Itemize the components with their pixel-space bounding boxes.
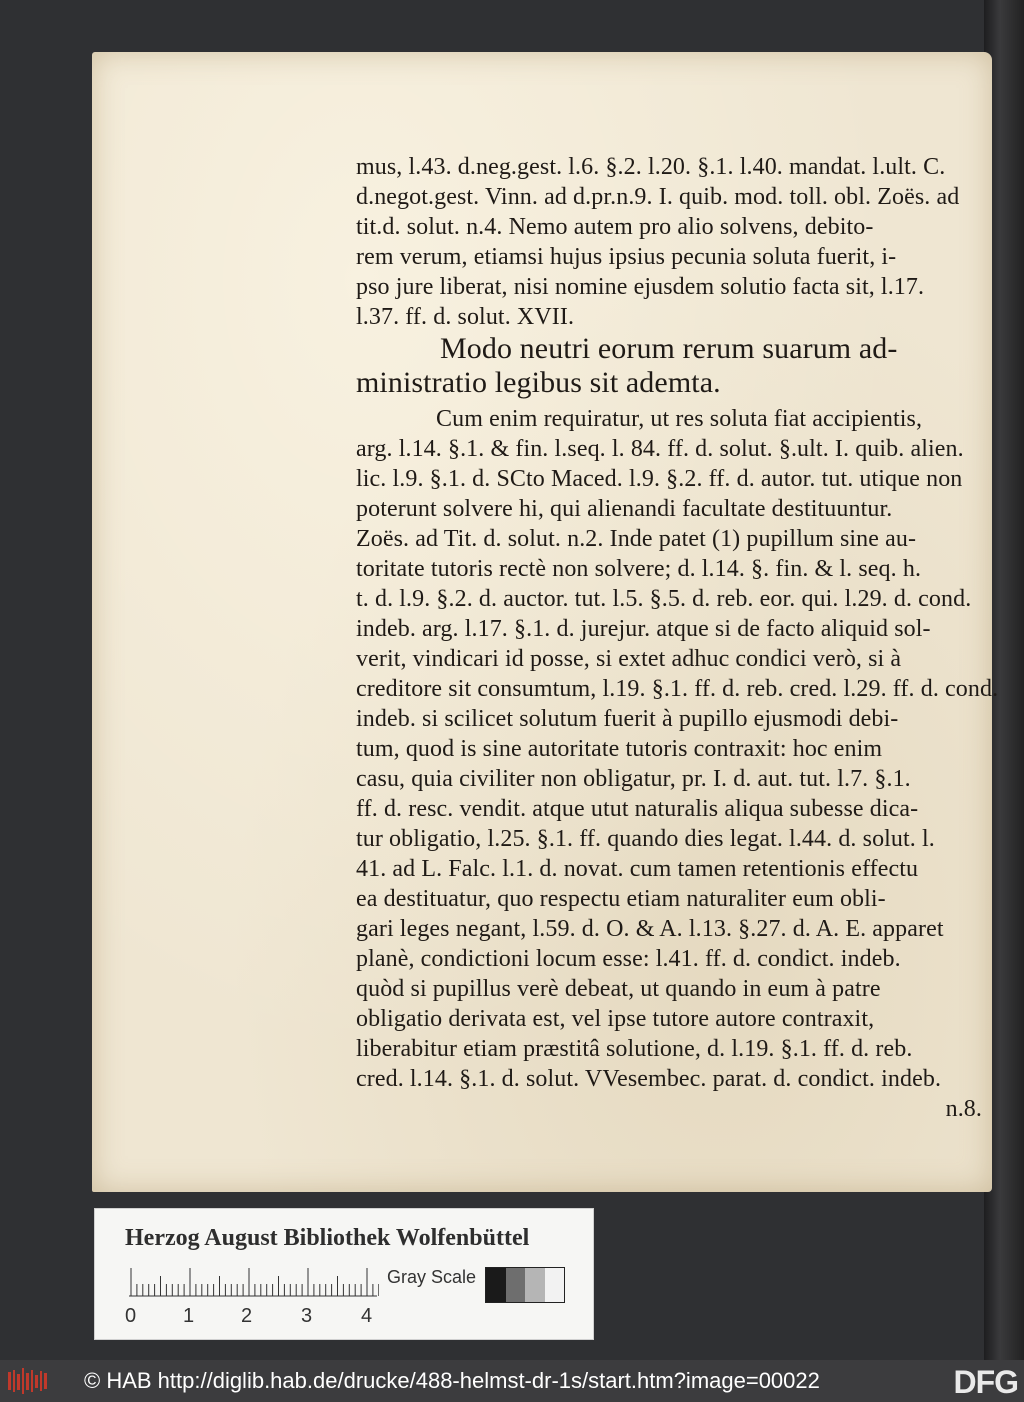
gray-swatch xyxy=(486,1268,506,1302)
library-label xyxy=(94,1208,594,1340)
scale-number: 1 xyxy=(183,1305,195,1327)
text-line: mus, l.43. d.neg.gest. l.6. §.2. l.20. §.1. l.40. mandat. l.ult. C. xyxy=(356,154,946,180)
text-line: planè, condictioni locum esse: l.41. ff. d. condict. indeb. xyxy=(356,946,901,972)
text-line-last: n.8. xyxy=(945,1096,982,1122)
text-line: indeb. arg. l.17. §.1. d. jurejur. atque si de facto aliquid sol- xyxy=(356,616,931,642)
text-line: obligatio derivata est, vel ipse tutore autore contraxit, xyxy=(356,1006,875,1032)
scale-number: 2 xyxy=(241,1305,253,1327)
dfg-logo: DFG xyxy=(953,1364,1018,1400)
scale-number: 3 xyxy=(301,1305,313,1327)
text-line: liberabitur etiam præstitâ solutione, d. l.19. §.1. ff. d. reb. xyxy=(356,1036,913,1062)
scale-number: 0 xyxy=(125,1305,137,1327)
text-line: tit.d. solut. n.4. Nemo autem pro alio solvens, debito- xyxy=(356,214,874,240)
scale-number: 4 xyxy=(361,1305,373,1327)
text-line: toritate tutoris rectè non solvere; d. l.14. §. fin. & l. seq. h. xyxy=(356,556,922,582)
text-line: Cum enim requiratur, ut res soluta fiat accipientis, xyxy=(436,406,923,432)
text-line: tum, quod is sine autoritate tutoris contraxit: hoc enim xyxy=(356,736,883,762)
text-line: cred. l.14. §.1. d. solut. VVesembec. parat. d. condict. indeb. xyxy=(356,1066,942,1092)
gray-swatch xyxy=(506,1268,526,1302)
ruler-scale xyxy=(129,1267,379,1297)
hab-barcode-logo-icon xyxy=(8,1368,48,1394)
text-line: l.37. ff. d. solut. XVII. xyxy=(356,304,575,330)
text-line: ea destituatur, quo respectu etiam naturaliter eum obli- xyxy=(356,886,886,912)
footer-bar xyxy=(0,1360,1024,1402)
text-line: poterunt solvere hi, qui alienandi facultate destituuntur. xyxy=(356,496,893,522)
text-line: 41. ad L. Falc. l.1. d. novat. cum tamen retentionis effectu xyxy=(356,856,919,882)
text-line: tur obligatio, l.25. §.1. ff. quando dies legat. l.44. d. solut. l. xyxy=(356,826,935,852)
text-line: gari leges negant, l.59. d. O. & A. l.13. §.27. d. A. E. apparet xyxy=(356,916,944,942)
text-line: creditore sit consumtum, l.19. §.1. ff. d. reb. cred. l.29. ff. d. cond. xyxy=(356,676,998,702)
gray-swatch xyxy=(525,1268,545,1302)
page-text xyxy=(356,152,998,1122)
gray-swatch xyxy=(545,1268,565,1302)
text-line: arg. l.14. §.1. & fin. l.seq. l. 84. ff. d. solut. §.ult. I. quib. alien. xyxy=(356,436,964,462)
text-line: quòd si pupillus verè debeat, ut quando in eum à patre xyxy=(356,976,881,1002)
text-line: Zoës. ad Tit. d. solut. n.2. Inde patet (1) pupillum sine au- xyxy=(356,526,917,552)
text-line: d.negot.gest. Vinn. ad d.pr.n.9. I. quib. mod. toll. obl. Zoës. ad xyxy=(356,184,960,210)
gray-scale-label: Gray Scale xyxy=(387,1267,477,1287)
text-line: indeb. si scilicet solutum fuerit à pupillo ejusmodi debi- xyxy=(356,706,899,732)
text-line: rem verum, etiamsi hujus ipsius pecunia soluta fuerit, i- xyxy=(356,244,897,270)
library-name: Herzog August Bibliothek Wolfenbüttel xyxy=(125,1225,530,1251)
text-line: lic. l.9. §.1. d. SCto Maced. l.9. §.2. ff. d. autor. tut. utique non xyxy=(356,466,963,492)
heading-line: Modo neutri eorum rerum suarum ad- xyxy=(440,332,898,365)
text-line: pso jure liberat, nisi nomine ejusdem solutio facta sit, l.17. xyxy=(356,274,925,300)
gray-scale-swatches xyxy=(485,1267,565,1303)
text-line: t. d. l.9. §.2. d. auctor. tut. l.5. §.5. d. reb. eor. qui. l.29. d. cond. xyxy=(356,586,972,612)
text-line: verit, vindicari id posse, si extet adhuc condici verò, si à xyxy=(356,646,902,672)
text-line: ff. d. resc. vendit. atque utut naturalis aliqua subesse dica- xyxy=(356,796,919,822)
heading-line: ministratio legibus sit ademta. xyxy=(356,366,721,399)
text-line: casu, quia civiliter non obligatur, pr. I. d. aut. tut. l.7. §.1. xyxy=(356,766,911,792)
source-url-text[interactable]: © HAB http://diglib.hab.de/drucke/488-helmst-dr-1s/start.htm?image=00022 xyxy=(84,1368,820,1393)
book-page xyxy=(92,52,998,1192)
